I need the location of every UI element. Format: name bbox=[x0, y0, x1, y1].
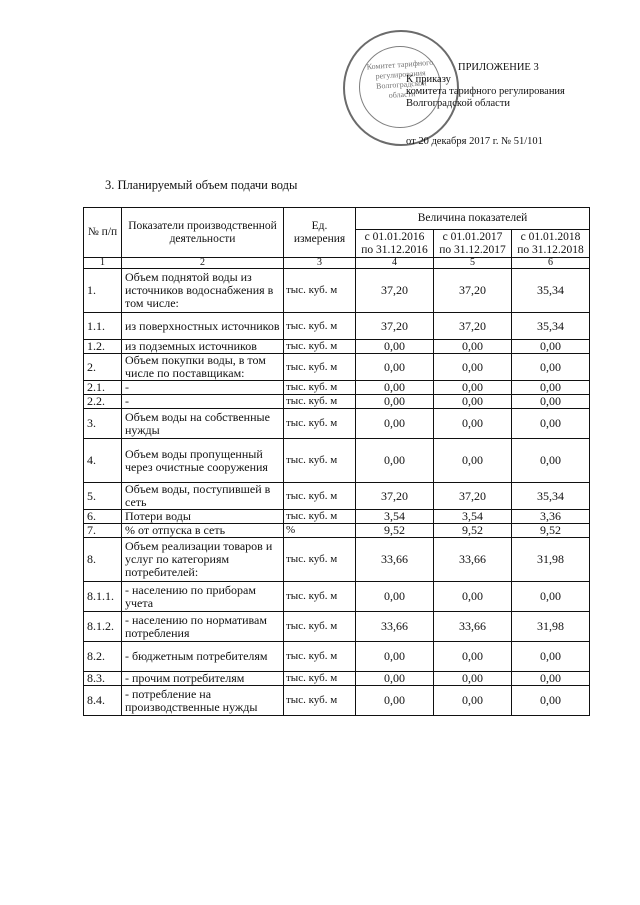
row-number: 4. bbox=[84, 439, 122, 483]
table-row bbox=[84, 395, 590, 409]
row-unit: тыс. куб. м bbox=[284, 582, 356, 612]
row-number: 1.2. bbox=[84, 340, 122, 354]
row-number: 8.1.1. bbox=[84, 582, 122, 612]
row-unit: тыс. куб. м bbox=[284, 269, 356, 313]
header-values: Величина показателей bbox=[356, 208, 590, 230]
table-row bbox=[84, 524, 590, 538]
row-value-2018: 9,52 bbox=[512, 524, 590, 538]
appendix-line-1: К приказу bbox=[406, 74, 451, 85]
row-value-2017: 0,00 bbox=[434, 409, 512, 439]
row-unit: тыс. куб. м bbox=[284, 538, 356, 582]
appendix-block bbox=[406, 62, 606, 148]
row-value-2018: 0,00 bbox=[512, 582, 590, 612]
seal-text: Комитет тарифного регулирования Волгоградской области bbox=[366, 57, 434, 100]
row-number: 8.1.2. bbox=[84, 612, 122, 642]
row-value-2018: 0,00 bbox=[512, 672, 590, 686]
row-value-2017: 0,00 bbox=[434, 582, 512, 612]
header-period: с 01.01.2018 по 31.12.2018 bbox=[512, 230, 590, 258]
row-value-2017: 0,00 bbox=[434, 395, 512, 409]
row-indicator: Объем реализации товаров и услуг по категориям потребителей: bbox=[122, 538, 284, 582]
row-value-2018: 0,00 bbox=[512, 395, 590, 409]
row-value-2016: 0,00 bbox=[356, 439, 434, 483]
appendix-line-2: комитета тарифного регулирования bbox=[406, 86, 565, 97]
row-value-2017: 3,54 bbox=[434, 510, 512, 524]
row-indicator: из поверхностных источников bbox=[122, 313, 284, 340]
row-unit: тыс. куб. м bbox=[284, 340, 356, 354]
row-value-2016: 3,54 bbox=[356, 510, 434, 524]
index-cell: 6 bbox=[512, 258, 590, 269]
row-indicator: Потери воды bbox=[122, 510, 284, 524]
row-unit: тыс. куб. м bbox=[284, 439, 356, 483]
index-cell: 4 bbox=[356, 258, 434, 269]
table-row bbox=[84, 354, 590, 381]
index-cell: 3 bbox=[284, 258, 356, 269]
row-value-2018: 0,00 bbox=[512, 409, 590, 439]
header-unit: Ед. измерения bbox=[284, 208, 356, 258]
row-indicator: Объем поднятой воды из источников водоснабжения в том числе: bbox=[122, 269, 284, 313]
section-heading: 3. Планируемый объем подачи воды bbox=[105, 178, 298, 192]
table-row bbox=[84, 381, 590, 395]
header-period: с 01.01.2017 по 31.12.2017 bbox=[434, 230, 512, 258]
row-value-2018: 0,00 bbox=[512, 439, 590, 483]
table-row bbox=[84, 642, 590, 672]
row-indicator: - населению по приборам учета bbox=[122, 582, 284, 612]
appendix-title: ПРИЛОЖЕНИЕ 3 bbox=[458, 62, 539, 73]
row-value-2017: 0,00 bbox=[434, 381, 512, 395]
row-number: 8.4. bbox=[84, 686, 122, 716]
row-value-2016: 9,52 bbox=[356, 524, 434, 538]
row-value-2017: 0,00 bbox=[434, 672, 512, 686]
appendix-date: от 20 декабря 2017 г. № 51/101 bbox=[406, 136, 543, 147]
row-value-2016: 33,66 bbox=[356, 612, 434, 642]
row-value-2016: 37,20 bbox=[356, 483, 434, 510]
row-number: 1. bbox=[84, 269, 122, 313]
row-unit: тыс. куб. м bbox=[284, 409, 356, 439]
row-value-2016: 0,00 bbox=[356, 381, 434, 395]
row-value-2018: 0,00 bbox=[512, 642, 590, 672]
row-value-2017: 0,00 bbox=[434, 686, 512, 716]
row-indicator: - bbox=[122, 381, 284, 395]
row-unit: тыс. куб. м bbox=[284, 642, 356, 672]
row-value-2018: 3,36 bbox=[512, 510, 590, 524]
row-indicator: Объем покупки воды, в том числе по поставщикам: bbox=[122, 354, 284, 381]
row-value-2016: 0,00 bbox=[356, 354, 434, 381]
index-cell: 1 bbox=[84, 258, 122, 269]
row-unit: тыс. куб. м bbox=[284, 510, 356, 524]
row-value-2017: 37,20 bbox=[434, 313, 512, 340]
row-value-2017: 0,00 bbox=[434, 642, 512, 672]
row-number: 2.1. bbox=[84, 381, 122, 395]
table-row bbox=[84, 439, 590, 483]
row-unit: тыс. куб. м bbox=[284, 354, 356, 381]
row-number: 6. bbox=[84, 510, 122, 524]
row-unit: тыс. куб. м bbox=[284, 381, 356, 395]
row-number: 3. bbox=[84, 409, 122, 439]
row-value-2018: 0,00 bbox=[512, 686, 590, 716]
table-row bbox=[84, 483, 590, 510]
row-value-2017: 0,00 bbox=[434, 340, 512, 354]
row-value-2016: 33,66 bbox=[356, 538, 434, 582]
index-cell: 2 bbox=[122, 258, 284, 269]
row-value-2016: 0,00 bbox=[356, 582, 434, 612]
row-value-2018: 0,00 bbox=[512, 354, 590, 381]
row-number: 2. bbox=[84, 354, 122, 381]
row-indicator: Объем воды, поступившей в сеть bbox=[122, 483, 284, 510]
table-row bbox=[84, 269, 590, 313]
row-value-2017: 33,66 bbox=[434, 538, 512, 582]
row-indicator: Объем воды пропущенный через очистные сооружения bbox=[122, 439, 284, 483]
row-value-2016: 0,00 bbox=[356, 672, 434, 686]
row-unit: тыс. куб. м bbox=[284, 612, 356, 642]
row-value-2018: 0,00 bbox=[512, 381, 590, 395]
header-period: с 01.01.2016 по 31.12.2016 bbox=[356, 230, 434, 258]
row-number: 1.1. bbox=[84, 313, 122, 340]
row-number: 8. bbox=[84, 538, 122, 582]
table-row bbox=[84, 409, 590, 439]
row-value-2017: 0,00 bbox=[434, 354, 512, 381]
header-num: № п/п bbox=[84, 208, 122, 258]
row-value-2018: 0,00 bbox=[512, 340, 590, 354]
table-row bbox=[84, 510, 590, 524]
row-value-2018: 31,98 bbox=[512, 538, 590, 582]
table-row bbox=[84, 313, 590, 340]
table-row bbox=[84, 582, 590, 612]
row-indicator: - потребление на производственные нужды bbox=[122, 686, 284, 716]
row-indicator: - bbox=[122, 395, 284, 409]
table-row bbox=[84, 686, 590, 716]
index-cell: 5 bbox=[434, 258, 512, 269]
row-indicator: - бюджетным потребителям bbox=[122, 642, 284, 672]
row-value-2016: 0,00 bbox=[356, 409, 434, 439]
row-number: 2.2. bbox=[84, 395, 122, 409]
table-row bbox=[84, 612, 590, 642]
row-value-2017: 9,52 bbox=[434, 524, 512, 538]
appendix-line-3: Волгоградской области bbox=[406, 98, 511, 109]
row-unit: тыс. куб. м bbox=[284, 395, 356, 409]
row-unit: тыс. куб. м bbox=[284, 672, 356, 686]
row-indicator: Объем воды на собственные нужды bbox=[122, 409, 284, 439]
row-unit: тыс. куб. м bbox=[284, 313, 356, 340]
table-row bbox=[84, 340, 590, 354]
row-indicator: - населению по нормативам потребления bbox=[122, 612, 284, 642]
row-value-2017: 33,66 bbox=[434, 612, 512, 642]
row-unit: % bbox=[284, 524, 356, 538]
table-row bbox=[84, 538, 590, 582]
header-indicator: Показатели производственной деятельности bbox=[122, 208, 284, 258]
row-value-2016: 0,00 bbox=[356, 395, 434, 409]
row-value-2018: 35,34 bbox=[512, 313, 590, 340]
row-number: 8.3. bbox=[84, 672, 122, 686]
row-value-2017: 37,20 bbox=[434, 269, 512, 313]
row-value-2016: 0,00 bbox=[356, 340, 434, 354]
row-value-2017: 0,00 bbox=[434, 439, 512, 483]
row-value-2018: 31,98 bbox=[512, 612, 590, 642]
row-number: 7. bbox=[84, 524, 122, 538]
row-value-2016: 0,00 bbox=[356, 642, 434, 672]
row-value-2016: 0,00 bbox=[356, 686, 434, 716]
row-value-2017: 37,20 bbox=[434, 483, 512, 510]
row-value-2018: 35,34 bbox=[512, 483, 590, 510]
row-value-2016: 37,20 bbox=[356, 269, 434, 313]
row-indicator: % от отпуска в сеть bbox=[122, 524, 284, 538]
table-row bbox=[84, 672, 590, 686]
row-indicator: из подземных источников bbox=[122, 340, 284, 354]
row-unit: тыс. куб. м bbox=[284, 483, 356, 510]
row-number: 8.2. bbox=[84, 642, 122, 672]
row-number: 5. bbox=[84, 483, 122, 510]
table-body bbox=[84, 269, 590, 716]
row-value-2018: 35,34 bbox=[512, 269, 590, 313]
row-unit: тыс. куб. м bbox=[284, 686, 356, 716]
water-supply-table bbox=[83, 207, 590, 716]
row-indicator: - прочим потребителям bbox=[122, 672, 284, 686]
row-value-2016: 37,20 bbox=[356, 313, 434, 340]
